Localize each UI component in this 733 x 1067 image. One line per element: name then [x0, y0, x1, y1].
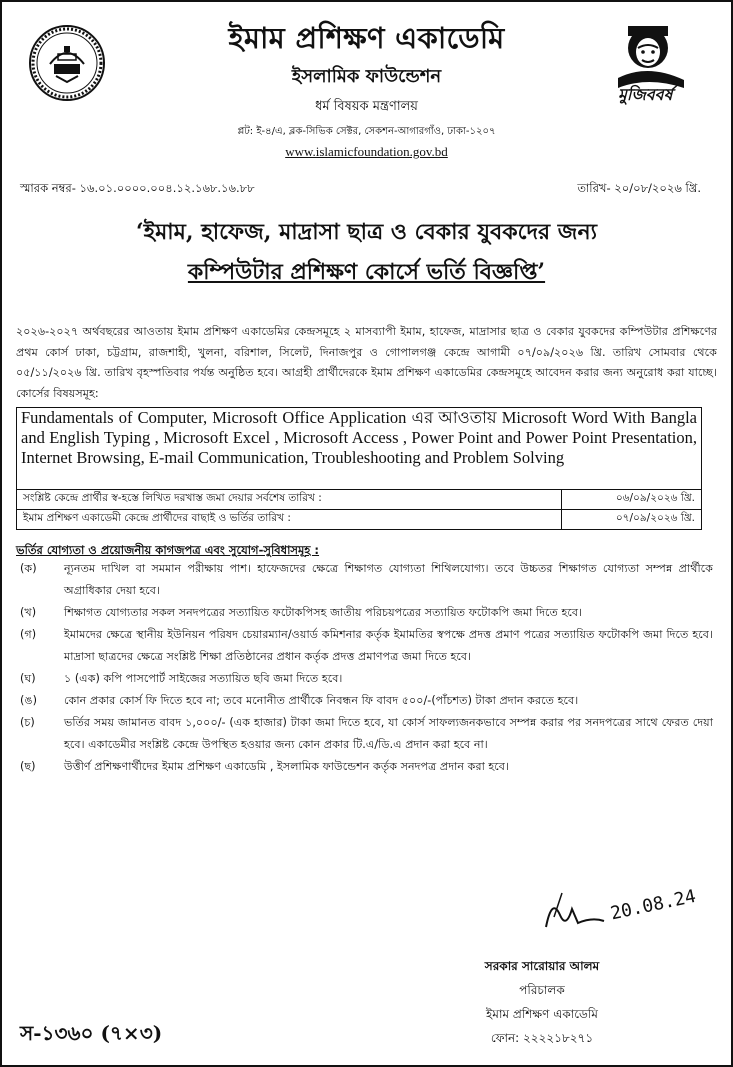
item-marker: (খ)	[20, 606, 37, 619]
item-marker: (ছ)	[20, 760, 36, 773]
list-item	[16, 712, 713, 756]
item-marker: (ক)	[20, 562, 37, 575]
item-text: কোন প্রকার কোর্স ফি দিতে হবে না; তবে মনোনীত প্রার্থীকে নিবন্ধন ফি বাবদ ৫০০/-(পাঁচশত) টাকা প্রদান করতে হবে।	[64, 694, 579, 707]
item-marker: (গ)	[20, 628, 37, 641]
memo-date: তারিখ- ২০/০৮/২০২৬ খ্রি.	[577, 181, 701, 195]
memo-number: স্মারক নম্বর- ১৬.০১.০০০০.০০৪.১২.১৬৮.১৬.৮৮	[20, 181, 255, 195]
item-text: শিক্ষাগত যোগ্যতার সকল সনদপত্রের সত্যায়িত ফটোকপিসহ জাতীয় পরিচয়পত্রের সত্যায়িত ফটোকপি জমা দিতে হবে।	[64, 606, 583, 619]
item-marker: (ঘ)	[20, 672, 36, 685]
signatory-office: ইমাম প্রশিক্ষণ একাডেমি	[486, 1007, 598, 1021]
notice-title-line-2: কম্পিউটার প্রশিক্ষণ কোর্সে ভর্তি বিজ্ঞপ্তি’	[187, 259, 546, 285]
signatory-phone: ফোন: ২২২২১৮২৭১	[490, 1031, 594, 1045]
item-text: ন্যূনতম দাখিল বা সমমান পরীক্ষায় পাশ। হাফেজদের ক্ষেত্রে শিক্ষাগত যোগ্যতা শিথিলযোগ্য। তবে উচ্চতর শিক্ষাগত যোগ্যতা সম্পন্ন প্রার্থীকে অগ্রাধিকার দেয়া হবে।	[64, 562, 713, 597]
requirements-heading: ভর্তির যোগ্যতা ও প্রয়োজনীয় কাগজপত্র এবং সুযোগ-সুবিধাসমূহ :	[16, 543, 320, 557]
item-text: ইমামদের ক্ষেত্রে স্থানীয় ইউনিয়ন পরিষদ চেয়ারম্যান/ওয়ার্ড কমিশনার কর্তৃক ইমামতির স্বপক্ষে প্রদত্ত প্রমাণ পত্রের সত্যায়িত ফটোকপি জমা দিতে হবে। মাদ্রাসা ছাত্রদের ক্ষেত্রে সংশ্লিষ্ট শিক্ষা প্রতিষ্ঠানের প্রধান কর্তৃক প্রদত্ত প্রমাণপত্র জমা দিতে হবে।	[64, 628, 713, 663]
signature-date: 20.08.24	[608, 885, 698, 925]
list-item	[16, 756, 713, 778]
item-marker: (চ)	[20, 716, 35, 729]
date-label: ইমাম প্রশিক্ষণ একাডেমী কেন্দ্রে প্রার্থীদের বাছাই ও ভর্তির তারিখ :	[17, 510, 562, 530]
date-label: সংশ্লিষ্ট কেন্দ্রে প্রার্থীর স্ব-হস্তে লিখিত দরখাস্ত জমা দেয়ার সর্বশেষ তারিখ :	[17, 490, 562, 510]
foundation-name: ইসলামিক ফাউন্ডেশন	[291, 66, 442, 87]
list-item	[16, 558, 713, 602]
academy-title: ইমাম প্রশিক্ষণ একাডেমি	[228, 21, 505, 55]
notice-title	[2, 212, 731, 292]
date-value: ০৭/০৯/২০২৬ খ্রি.	[562, 510, 702, 530]
list-item	[16, 690, 713, 712]
dates-table	[16, 489, 702, 530]
signatory-designation: পরিচালক	[519, 983, 565, 997]
item-marker: (ঙ)	[20, 694, 37, 707]
ministry-name: ধর্ম বিষয়ক মন্ত্রণালয়	[315, 99, 418, 114]
publication-code: স-১৩৬০ (৭×৩)	[20, 1021, 163, 1045]
list-item	[16, 668, 713, 690]
mujib-borsho-logo-text: মুজিববর্ষ	[618, 85, 673, 104]
list-item	[16, 602, 713, 624]
notice-title-line-1: ‘ইমাম, হাফেজ, মাদ্রাসা ছাত্র ও বেকার যুবকদের জন্য	[135, 219, 597, 245]
intro-paragraph: ২০২৬-২০২৭ অর্থবছরের আওতায় ইমাম প্রশিক্ষণ একাডেমির কেন্দ্রসমূহে ২ মাসব্যাপী ইমাম, হাফেজ, মাদ্রাসার ছাত্র ও বেকার যুবকদের কম্পিউটার প্রশিক্ষণের প্রথম কোর্স ঢাকা, চট্টগ্রাম, রাজশাহী, খুলনা, বরিশাল, সিলেট, দিনাজপুর ও গোপালগঞ্জ কেন্দ্রে আগামী ০৭/০৯/২০২৬ খ্রি. তারিখ সোমবার থেকে ০৫/১১/২০২৬ খ্রি. তারিখ বৃহস্পতিবার পর্যন্ত অনুষ্ঠিত হবে। আগ্রহী প্রার্থীদেরকে ইমাম প্রশিক্ষণ একাডেমির কেন্দ্রসমূহে আবেদন করার জন্য অনুরোধ করা যাচ্ছে। কোর্সের বিষয়সমূহ:	[16, 325, 717, 400]
handwritten-signature	[532, 857, 712, 937]
item-text: ১ (এক) কপি পাসপোর্ট সাইজের সত্যায়িত ছবি জমা দিতে হবে।	[64, 672, 343, 685]
table-row	[17, 490, 702, 510]
requirements-list	[16, 558, 713, 778]
signatory-name: সরকার সারোয়ার আলম	[484, 959, 600, 973]
website-link[interactable]: www.islamicfoundation.gov.bd	[285, 144, 448, 159]
item-text: উত্তীর্ণ প্রশিক্ষণার্থীদের ইমাম প্রশিক্ষণ একাডেমি , ইসলামিক ফাউন্ডেশন কর্তৃক সনদপত্র প্রদান করা হবে।	[64, 760, 510, 773]
address: প্লট: ই-৪/এ, ব্লক-সিভিক সেক্টর, সেকশন-আগারগাঁও, ঢাকা-১২০৭	[237, 126, 496, 137]
table-row	[17, 510, 702, 530]
signatory-block	[442, 954, 642, 1050]
list-item	[16, 624, 713, 668]
item-text: ভর্তির সময় জামানত বাবদ ১,০০০/- (এক হাজার) টাকা জমা দিতে হবে, যা কোর্স সাফল্যজনকভাবে সম্পন্ন করার পর সনদপত্রের সাথে ফেরত দেয়া হবে। একাডেমীর সংশ্লিষ্ট কেন্দ্রে উপস্থিত হওয়ার জন্য কোন প্রকার টি.এ/ডি.এ প্রদান করা হবে না।	[64, 716, 713, 751]
date-value: ০৬/০৯/২০২৬ খ্রি.	[562, 490, 702, 510]
course-subjects-box: Fundamentals of Computer, Microsoft Office Application এর আওতায় Microsoft Word With Bangla and English Typing , Microsoft Excel , Microsoft Access , Power Point and Power Point Presentation, Internet Browsing, E-mail Communication, Troubleshooting and Problem Solving	[16, 407, 702, 489]
